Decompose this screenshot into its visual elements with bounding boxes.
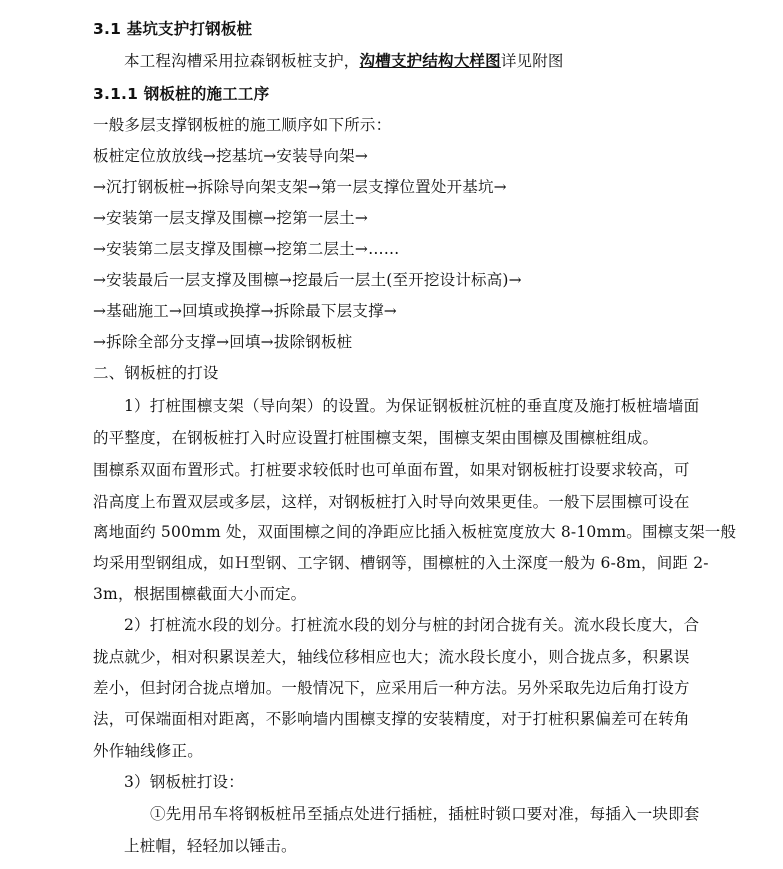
paragraph-1-line: 3m，根据围檩截面大小而定。 <box>93 585 307 603</box>
heading-3-1-1: 3.1.1 钢板桩的施工工序 <box>93 85 270 103</box>
heading-3-1: 3.1 基坑支护打钢板桩 <box>93 20 253 38</box>
paragraph-1-line: 1）打桩围檩支架（导向架）的设置。为保证钢板桩沉桩的垂直度及施打板桩墙墙面 <box>124 397 700 415</box>
paragraph-2-line: 差小，但封闭合拢点增加。一般情况下，应采用后一种方法。另外采取先边后角打设方 <box>93 679 690 697</box>
paragraph-3-item-1-line: ①先用吊车将钢板桩吊至插点处进行插桩，插桩时锁口要对准，每插入一块即套 <box>150 805 700 823</box>
paragraph-1-line: 沿高度上布置双层或多层，这样，对钢板桩打入时导向效果更佳。一般下层围檩可设在 <box>93 493 690 511</box>
section-2-title: 二、钢板桩的打设 <box>93 364 219 382</box>
paragraph-1-line: 离地面约 500mm 处，双面围檩之间的净距应比插入板桩宽度放大 8-10mm。围檩支架一般 <box>93 523 737 541</box>
paragraph-1-line: 均采用型钢组成，如Ｈ型钢、工字钢、槽钢等，围檩桩的入土深度一般为 6-8m，间距 2- <box>93 554 709 572</box>
paragraph-3-title: 3）钢板桩打设： <box>124 773 244 791</box>
paragraph-2-line: 2）打桩流水段的划分。打桩流水段的划分与桩的封闭合拢有关。流水段长度大，合 <box>124 616 700 634</box>
sequence-step: →沉打钢板桩→拆除导向架支架→第一层支撑位置处开基坑→ <box>93 178 507 196</box>
paragraph-1-line: 围檩系双面布置形式。打桩要求较低时也可单面布置，如果对钢板桩打设要求较高，可 <box>93 461 690 479</box>
paragraph-2-line: 外作轴线修正。 <box>93 742 203 760</box>
intro-text-after: 详见附图 <box>500 52 564 70</box>
sequence-step: →安装最后一层支撑及围檩→挖最后一层土(至开挖设计标高)→ <box>93 271 522 289</box>
sequence-step: →安装第一层支撑及围檩→挖第一层土→ <box>93 209 369 227</box>
paragraph-2-line: 拢点就少，相对积累误差大，轴线位移相应也大；流水段长度小，则合拢点多，积累误 <box>93 648 690 666</box>
paragraph-3-item-1-line: 上桩帽，轻轻加以锤击。 <box>124 837 297 855</box>
structure-drawing-link[interactable]: 沟槽支护结构大样图 <box>359 51 501 70</box>
paragraph-1-line: 的平整度，在钢板桩打入时应设置打桩围檩支架，围檩支架由围檩及围檩桩组成。 <box>93 429 659 447</box>
intro-text-before: 本工程沟槽采用拉森钢板桩支护， <box>124 52 360 70</box>
paragraph-2-line: 法，可保端面相对距离，不影响墙内围檩支撑的安装精度，对于打桩积累偏差可在转角 <box>93 710 690 728</box>
sequence-step: 板桩定位放放线→挖基坑→安装导向架→ <box>93 147 369 165</box>
sequence-intro: 一般多层支撑钢板桩的施工顺序如下所示： <box>93 116 392 134</box>
sequence-step: →基础施工→回填或换撑→拆除最下层支撑→ <box>93 302 397 320</box>
intro-paragraph <box>124 50 564 72</box>
sequence-step: →拆除全部分支撑→回填→拔除钢板桩 <box>93 333 353 351</box>
sequence-step: →安装第二层支撑及围檩→挖第二层土→…… <box>93 240 400 258</box>
